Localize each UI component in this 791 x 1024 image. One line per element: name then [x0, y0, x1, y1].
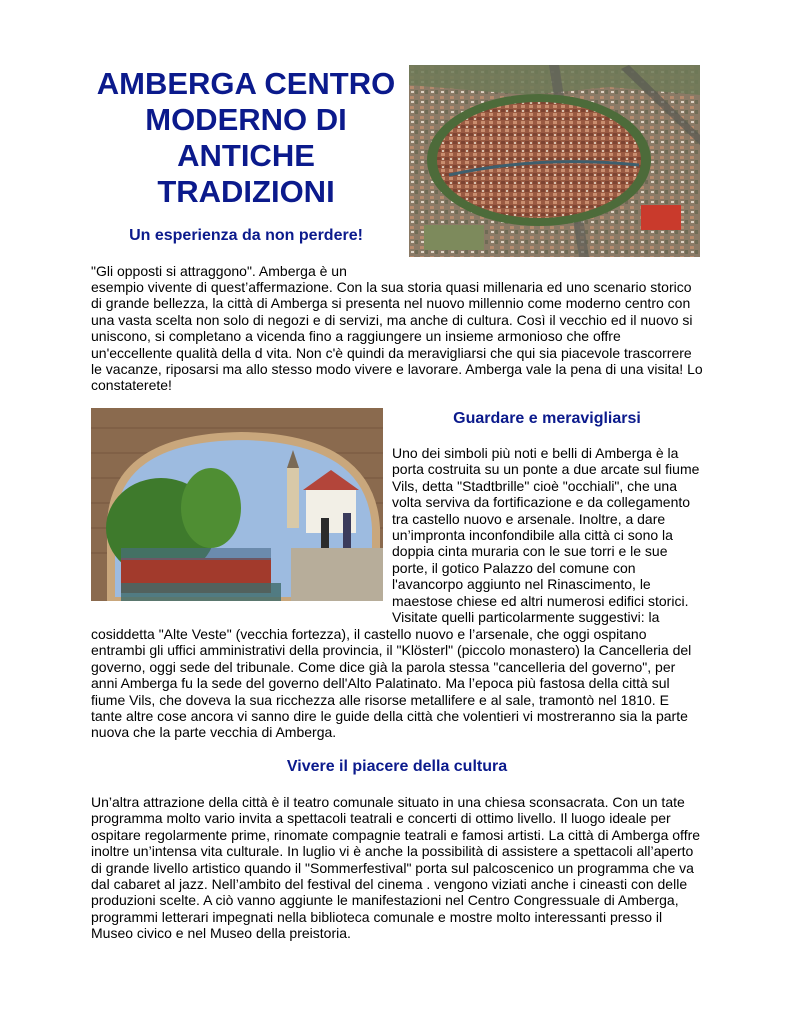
intro-lead: "Gli opposti si attraggono". Amberga è un — [91, 263, 347, 279]
title-line: ANTICHE — [177, 138, 315, 173]
subtitle: Un esperienza da non perdere! — [129, 227, 363, 244]
title-line: AMBERGA CENTRO — [96, 66, 396, 101]
page-title — [88, 66, 404, 210]
intro-paragraph: esempio vivente di quest’affermazione. Con la sua storia quasi millenaria ed uno scenario storico di grande bellezza, la città di Amberga si presenta nel nuovo millennio come moderno centro con una vasta scelta non solo di negozi e di servizi, ma anche di cultura. Così il vecchio ed il nuovo si uniscono, si completano a vicenda fino a raggiungere un insieme armonioso che offre un'eccellente qualità della d vita. Non c'è quindi da meravigliarsi che qui sia piacevole trascorrere le vacanze, riposarsi ma allo stesso modo vivere e lavorare. Amberga vale la pena di una visita! Lo constaterete! — [91, 279, 703, 394]
guardare-paragraph-side: Uno dei simboli più noti e belli di Amberga è la porta costruita su un ponte a due arcate sul fiume Vils, detta "Stadtbrille" cioè "occhiali", che una volta serviva da fortificazione e da collegamento tra castello nuovo e arsenale. Inoltre, a dare un’impronta inconfondibile alla città ci sono la doppia cinta muraria con le sue torri e le sue porte, il gotico Palazzo del comune con l'avancorpo aggiunto nel Rinascimento, le maestose chiese ed altri numerosi edifici storici. Visitate quelli particolarmente suggestivi: la — [392, 445, 700, 626]
section-heading-guardare: Guardare e meravigliarsi — [453, 410, 641, 427]
guardare-paragraph-full: cosiddetta "Alte Veste" (vecchia fortezza), il castello nuovo e l’arsenale, che oggi ospitano entrambi gli uffici amministrativi della provincia, il "Klösterl" (piccolo monastero) la Cancelleria del governo, oggi sede del tribunale. Come dice già la parola stessa "cancelleria del governo", per anni Amberga fu la sede del governo dell'Alto Palatinato. Ma l’epoca più fastosa della città sul fiume Vils, che doveva la sua ricchezza alle risorse metallifere e al sale, tramontò nel 1810. E tante altre cose ancora vi sanno dire le guide della città che volentieri vi mostreranno sia la parte nuova che la parte vecchia di Amberga. — [91, 626, 692, 741]
title-line: MODERNO DI — [145, 102, 347, 137]
bridge-arch-photo — [91, 408, 383, 601]
aerial-city-photo — [409, 65, 700, 257]
vivere-paragraph: Un’altra attrazione della città è il teatro comunale situato in una chiesa sconsacrata. Con un tate programma molto vario invita a spettacoli teatrali e concerti di ottimo livello. Il luogo ideale per ospitare regolarmente prime, rinomate compagnie teatrali e famosi artisti. La città di Amberga offre inoltre un’intensa vita culturale. In luglio vi è anche la possibilità di assistere a spettacoli all’aperto di grande livello artistico quando il "Sommerfestival" porta sul palcoscenico un programma che va dal cabaret al jazz. Nell’ambito del festival del cinema . vengono viziati anche i cineasti con delle produzioni scelte. A ciò vanno aggiunte le manifestazioni nel Centro Congressuale di Amberga, programmi letterari impegnati nella biblioteca comunale e mostre molto interessanti presso il Museo civico e nel Museo della preistoria. — [91, 794, 701, 942]
section-heading-vivere: Vivere il piacere della cultura — [286, 758, 508, 775]
title-line: TRADIZIONI — [157, 174, 335, 209]
